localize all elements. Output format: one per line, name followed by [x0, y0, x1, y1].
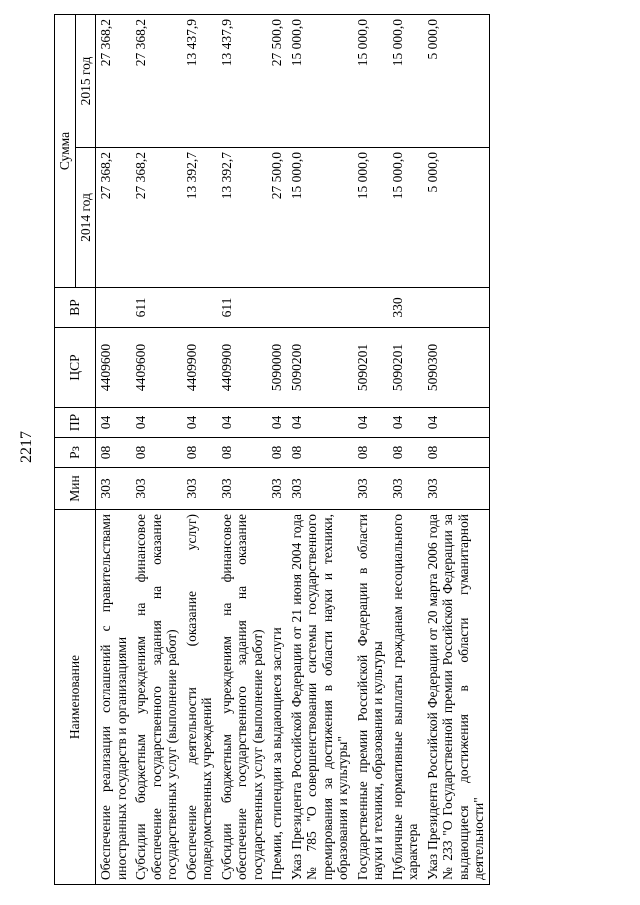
header-sum: Сумма	[55, 14, 76, 287]
row-sum-2014: 15 000,0	[388, 148, 423, 288]
row-pr: 04	[423, 408, 490, 438]
row-pr: 04	[182, 408, 217, 438]
row-vr	[353, 288, 388, 328]
row-csr: 4409600	[96, 328, 132, 408]
row-pr: 04	[217, 408, 268, 438]
row-pr: 04	[267, 408, 287, 438]
row-rz: 08	[217, 438, 268, 468]
row-sum-2014: 27 500,0	[267, 148, 287, 288]
row-sum-2014: 13 392,7	[182, 148, 217, 288]
row-sum-2015: 13 437,9	[217, 14, 268, 147]
row-name: Обеспечение реализации соглашений с правительствами иностранных государств и организациями	[96, 510, 132, 885]
row-vr	[423, 288, 490, 328]
row-pr: 04	[353, 408, 388, 438]
row-pr: 04	[96, 408, 132, 438]
row-rz: 08	[287, 438, 353, 468]
row-sum-2015: 5 000,0	[423, 14, 490, 147]
row-vr: 330	[388, 288, 423, 328]
row-name: Указ Президента Российской Федерации от 21 июня 2004 года № 785 "О совершенствовании системы государственного премирования за достижения в области науки и техники, образования и культуры"	[287, 510, 353, 885]
page-number: 2217	[18, 431, 35, 463]
header-year-2014: 2014 год	[75, 148, 96, 288]
row-min: 303	[267, 468, 287, 510]
row-min: 303	[96, 468, 132, 510]
row-csr: 4409900	[182, 328, 217, 408]
table-row	[388, 14, 423, 884]
row-csr: 5090300	[423, 328, 490, 408]
row-pr: 04	[131, 408, 182, 438]
row-sum-2014: 5 000,0	[423, 148, 490, 288]
row-rz: 08	[131, 438, 182, 468]
row-sum-2015: 13 437,9	[182, 14, 217, 147]
row-rz: 08	[388, 438, 423, 468]
table-row	[131, 14, 182, 884]
row-sum-2015: 27 368,2	[131, 14, 182, 147]
row-rz: 08	[96, 438, 132, 468]
table-header	[55, 14, 96, 884]
row-name: Публичные нормативные выплаты гражданам несоциального характера	[388, 510, 423, 885]
table-row	[287, 14, 353, 884]
header-pr: ПР	[55, 408, 96, 438]
row-rz: 08	[353, 438, 388, 468]
header-name: Наименование	[55, 510, 96, 885]
row-min: 303	[423, 468, 490, 510]
row-csr: 4409900	[217, 328, 268, 408]
row-pr: 04	[388, 408, 423, 438]
row-name: Премии, стипендии за выдающиеся заслуги	[267, 510, 287, 885]
row-min: 303	[353, 468, 388, 510]
table-row	[353, 14, 388, 884]
table-row	[423, 14, 490, 884]
row-sum-2015: 27 500,0	[267, 14, 287, 147]
table-row	[182, 14, 217, 884]
row-min: 303	[388, 468, 423, 510]
header-rz: Рз	[55, 438, 96, 468]
row-vr: 611	[131, 288, 182, 328]
row-sum-2014: 27 368,2	[96, 148, 132, 288]
row-name: Государственные премии Российской Федерации в области науки и техники, образования и культуры	[353, 510, 388, 885]
row-rz: 08	[267, 438, 287, 468]
header-csr: ЦСР	[55, 328, 96, 408]
row-csr: 4409600	[131, 328, 182, 408]
row-name: Указ Президента Российской Федерации от 20 марта 2006 года № 233 "О Государственной премии Российской Федерации за выдающиеся достижения в области гуманитарной деятельности"	[423, 510, 490, 885]
table-row	[96, 14, 132, 884]
header-vr: ВР	[55, 288, 96, 328]
row-min: 303	[131, 468, 182, 510]
row-csr: 5090201	[388, 328, 423, 408]
row-sum-2014: 13 392,7	[217, 148, 268, 288]
row-min: 303	[287, 468, 353, 510]
row-sum-2015: 15 000,0	[388, 14, 423, 147]
row-rz: 08	[423, 438, 490, 468]
row-name: Обеспечение деятельности (оказание услуг) подведомственных учреждений	[182, 510, 217, 885]
table-row	[267, 14, 287, 884]
row-vr: 611	[217, 288, 268, 328]
row-rz: 08	[182, 438, 217, 468]
header-min: Мин	[55, 468, 96, 510]
row-sum-2015: 27 368,2	[96, 14, 132, 147]
row-min: 303	[182, 468, 217, 510]
row-name: Субсидии бюджетным учреждениям на финансовое обеспечение государственного задания на оказание государственных услуг (выполнение работ)	[217, 510, 268, 885]
row-sum-2014: 27 368,2	[131, 148, 182, 288]
row-csr: 5090200	[287, 328, 353, 408]
budget-table	[54, 14, 490, 885]
row-vr	[182, 288, 217, 328]
row-pr: 04	[287, 408, 353, 438]
row-sum-2015: 15 000,0	[353, 14, 388, 147]
row-sum-2015: 15 000,0	[287, 14, 353, 147]
row-sum-2014: 15 000,0	[353, 148, 388, 288]
row-vr	[96, 288, 132, 328]
row-min: 303	[217, 468, 268, 510]
row-csr: 5090201	[353, 328, 388, 408]
table-row	[217, 14, 268, 884]
row-vr	[267, 288, 287, 328]
row-sum-2014: 15 000,0	[287, 148, 353, 288]
row-vr	[287, 288, 353, 328]
row-name: Субсидии бюджетным учреждениям на финансовое обеспечение государственного задания на оказание государственных услуг (выполнение работ)	[131, 510, 182, 885]
row-csr: 5090000	[267, 328, 287, 408]
header-year-2015: 2015 год	[75, 14, 96, 147]
